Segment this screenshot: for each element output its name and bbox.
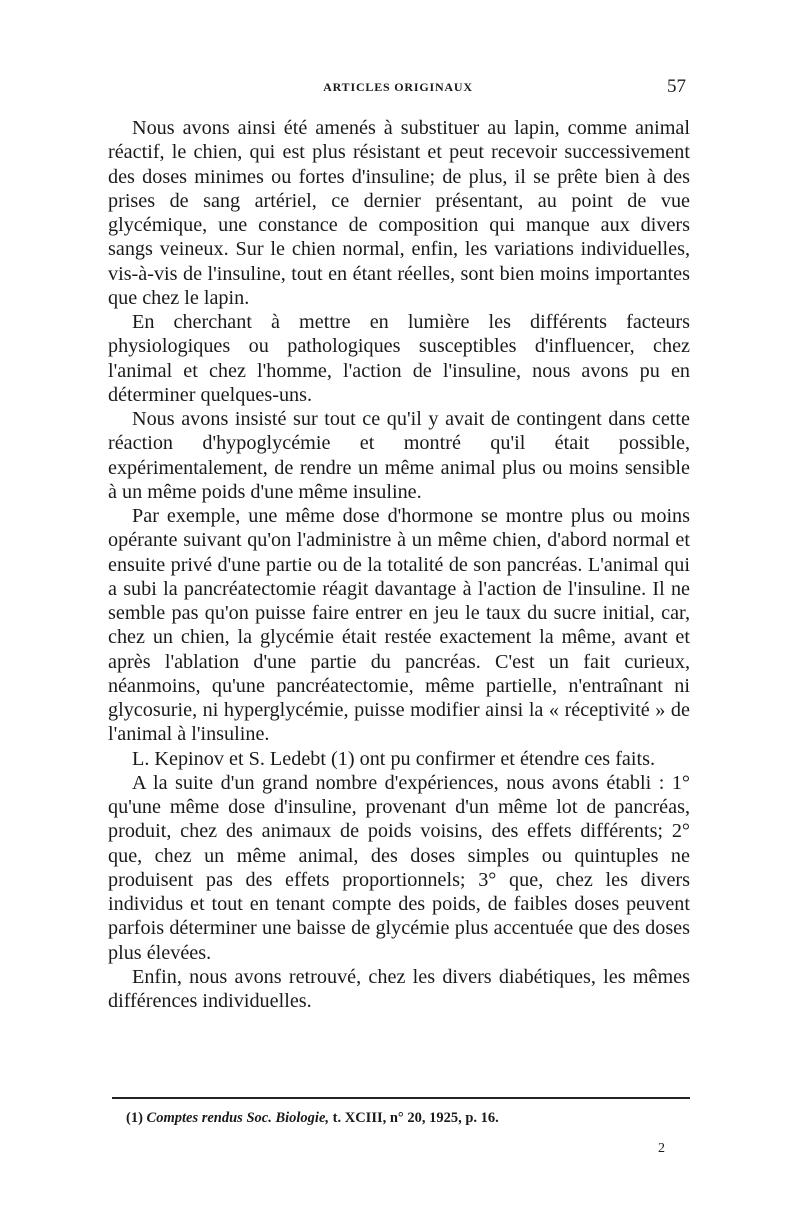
footnote-marker: (1) xyxy=(126,1110,143,1126)
paragraph: A la suite d'un grand nombre d'expériences, nous avons établi : 1° qu'une même dose d'insuline, provenant d'un même lot de pancréas, produit, chez des animaux de poids voisins, des effets différents; 2° que, chez un même animal, des doses simples ou quintuples ne produisent pas des effets proportionnels; 3° que, chez les divers individus et tout en tenant compte des poids, de faibles doses peuvent parfois déterminer une baisse de glycémie plus accentuée que des doses plus élevées. xyxy=(108,771,690,964)
footnote xyxy=(126,1110,499,1127)
running-header xyxy=(108,76,688,98)
signature-mark: 2 xyxy=(658,1141,665,1156)
paragraph: Enfin, nous avons retrouvé, chez les divers diabétiques, les mêmes différences individuelles. xyxy=(108,965,690,1012)
paragraph: Nous avons ainsi été amenés à substituer au lapin, comme animal réactif, le chien, qui est plus résistant et peut recevoir successivement des doses minimes ou fortes d'insuline; de plus, il se prête bien à des prises de sang artériel, ce dernier présentant, au point de vue glycémique, une constance de composition qui manque aux divers sangs veineux. Sur le chien normal, enfin, les variations individuelles, vis-à-vis de l'insuline, tout en étant réelles, sont bien moins importantes que chez le lapin. xyxy=(108,117,690,309)
running-header-title: ARTICLES ORIGINAUX xyxy=(323,80,473,94)
footnote-details: t. XCIII, n° 20, 1925, p. 16. xyxy=(332,1110,499,1126)
paragraph: Nous avons insisté sur tout ce qu'il y avait de contingent dans cette réaction d'hypoglycémie et montré qu'il était possible, expérimentalement, de rendre un même animal plus ou moins sensible à un même poids d'une même insuline. xyxy=(108,408,690,503)
paragraph: Par exemple, une même dose d'hormone se montre plus ou moins opérante suivant qu'on l'administre à un même chien, d'abord normal et ensuite privé d'une partie ou de la totalité de son pancréas. L'animal qui a subi la pancréatectomie réagit davantage à l'action de l'insuline. Il ne semble pas qu'on puisse faire entrer en jeu le taux du sucre initial, car, chez un chien, la glycémie était restée exactement la même, avant et après l'ablation d'une partie du pancréas. C'est un fait curieux, néanmoins, qu'une pancréatectomie, même partielle, n'entraînant ni glycosurie, ni hyperglycémie, puisse modifier ainsi la « réceptivité » de l'animal à l'insuline. xyxy=(108,505,690,746)
page-number: 57 xyxy=(667,76,686,97)
footnote-divider xyxy=(112,1097,690,1099)
paragraph: L. Kepinov et S. Ledebt (1) ont pu confirmer et étendre ces faits. xyxy=(132,747,656,770)
footnote-source: Comptes rendus Soc. Biologie, xyxy=(146,1110,330,1126)
article-body xyxy=(108,116,690,1013)
paragraph: En cherchant à mettre en lumière les différents facteurs physiologiques ou pathologiques susceptibles d'influencer, chez l'animal et chez l'homme, l'action de l'insuline, nous avons pu en déterminer quelques-uns. xyxy=(108,311,690,406)
